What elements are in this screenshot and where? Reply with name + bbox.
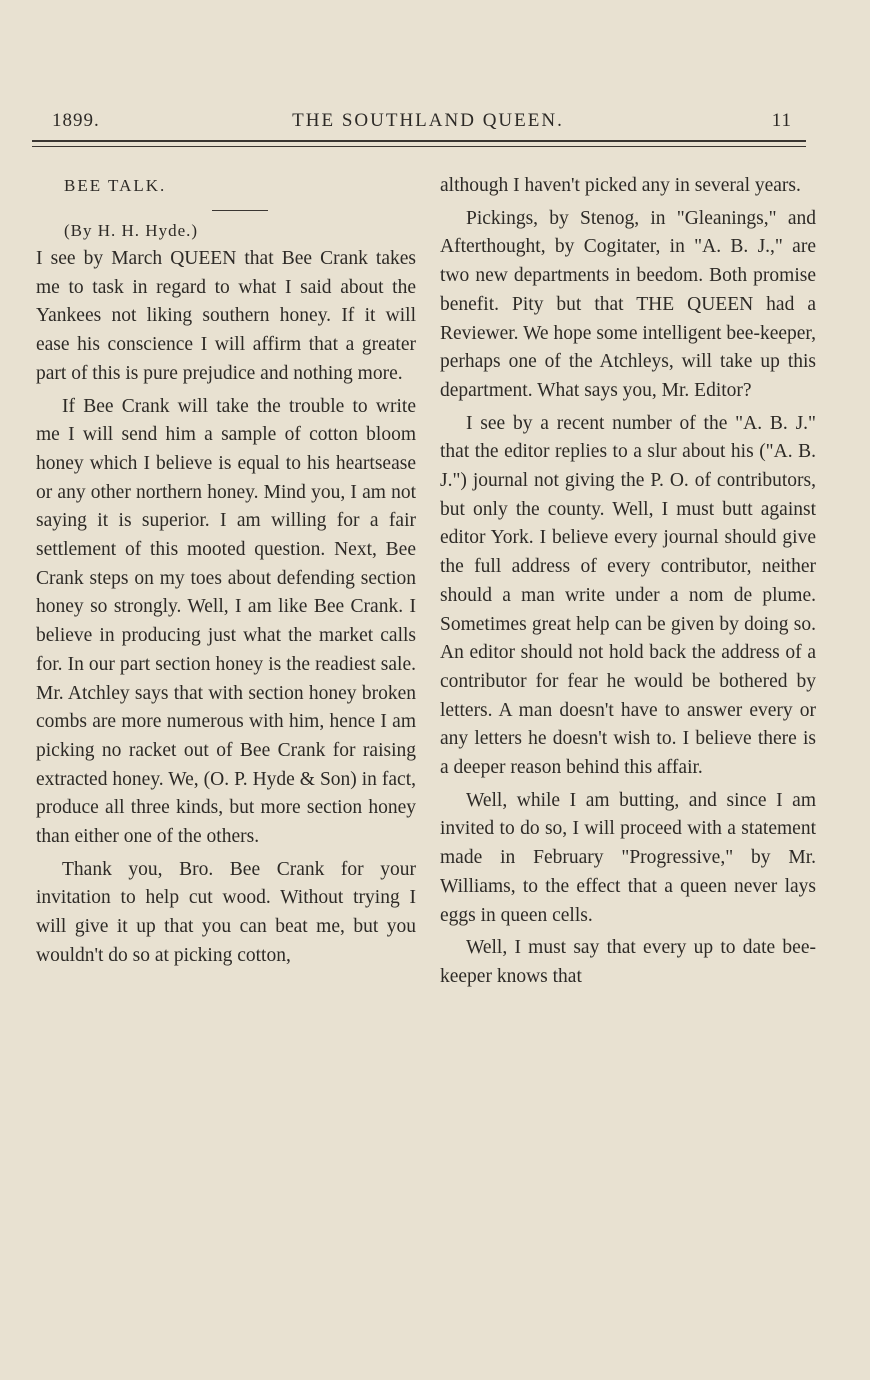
paragraph: I see by a recent number of the "A. B. J." that the editor replies to a slur about his ("A. B. J.") journal not giving the P. O. of contributors, but only the county. Well, I must butt against editor York. I believe every journal should give the full address of every contributor, neither should a man write under a nom de plume. Sometimes great help can be given by doing so. An editor should not hold back the address of a contributor for fear he would be bothered by letters. A man doesn't have to answer every or any letters he doesn't wish to. I believe there is a deeper reason behind this affair.	[440, 412, 816, 779]
header-year: 1899.	[52, 110, 100, 131]
paragraph: Pickings, by Stenog, in "Gleanings," and Afterthought, by Cogitater, in "A. B. J.," are two new departments in beedom. Both promise benefit. Pity but that THE QUEEN had a Reviewer. We hope some intelligent bee-keeper, perhaps one of the Atchleys, will take up this department. What says you, Mr. Editor?	[440, 207, 816, 401]
paragraph: Well, I must say that every up to date bee-keeper knows that	[440, 937, 816, 987]
paragraph: Well, while I am butting, and since I am invited to do so, I will proceed with a statement made in February "Progressive," by Mr. Williams, to the effect that a queen never lays eggs in queen cells.	[440, 789, 816, 926]
paragraph: I see by March QUEEN that Bee Crank takes me to task in regard to what I said about the Yankees not liking southern honey. If it will ease his conscience I will affirm that a greater part of this is pure prejudice and nothing more.	[36, 248, 416, 384]
right-column	[440, 172, 816, 992]
header-rule-thin	[32, 146, 806, 147]
header-title: THE SOUTHLAND QUEEN.	[292, 110, 564, 131]
left-column	[36, 172, 416, 971]
running-header	[50, 110, 806, 136]
paragraph: Thank you, Bro. Bee Crank for your invitation to help cut wood. Without trying I will give it up that you can beat me, but you wouldn't do so at picking cotton,	[36, 858, 416, 966]
page-number: 11	[771, 110, 792, 131]
header-rule-thick	[32, 140, 806, 142]
paragraph: although I haven't picked any in several years.	[440, 175, 801, 196]
paragraph: If Bee Crank will take the trouble to write me I will send him a sample of cotton bloom honey which I believe is equal to his heartsease or any other northern honey. Mind you, I am not saying it is superior. I am willing for a fair settlement of this mooted question. Next, Bee Crank steps on my toes about defending section honey so strongly. Well, I am like Bee Crank. I believe in producing just what the market calls for. In our part section honey is the readiest sale. Mr. Atchley says that with section honey broken combs are more numerous with him, hence I am picking no racket out of Bee Crank for raising extracted honey. We, (O. P. Hyde & Son) in fact, produce all three kinds, but more section honey than either one of the others.	[36, 395, 416, 848]
article-heading: BEE TALK.	[64, 176, 167, 195]
heading-divider	[212, 210, 268, 211]
article-byline: (By H. H. Hyde.)	[64, 221, 199, 240]
